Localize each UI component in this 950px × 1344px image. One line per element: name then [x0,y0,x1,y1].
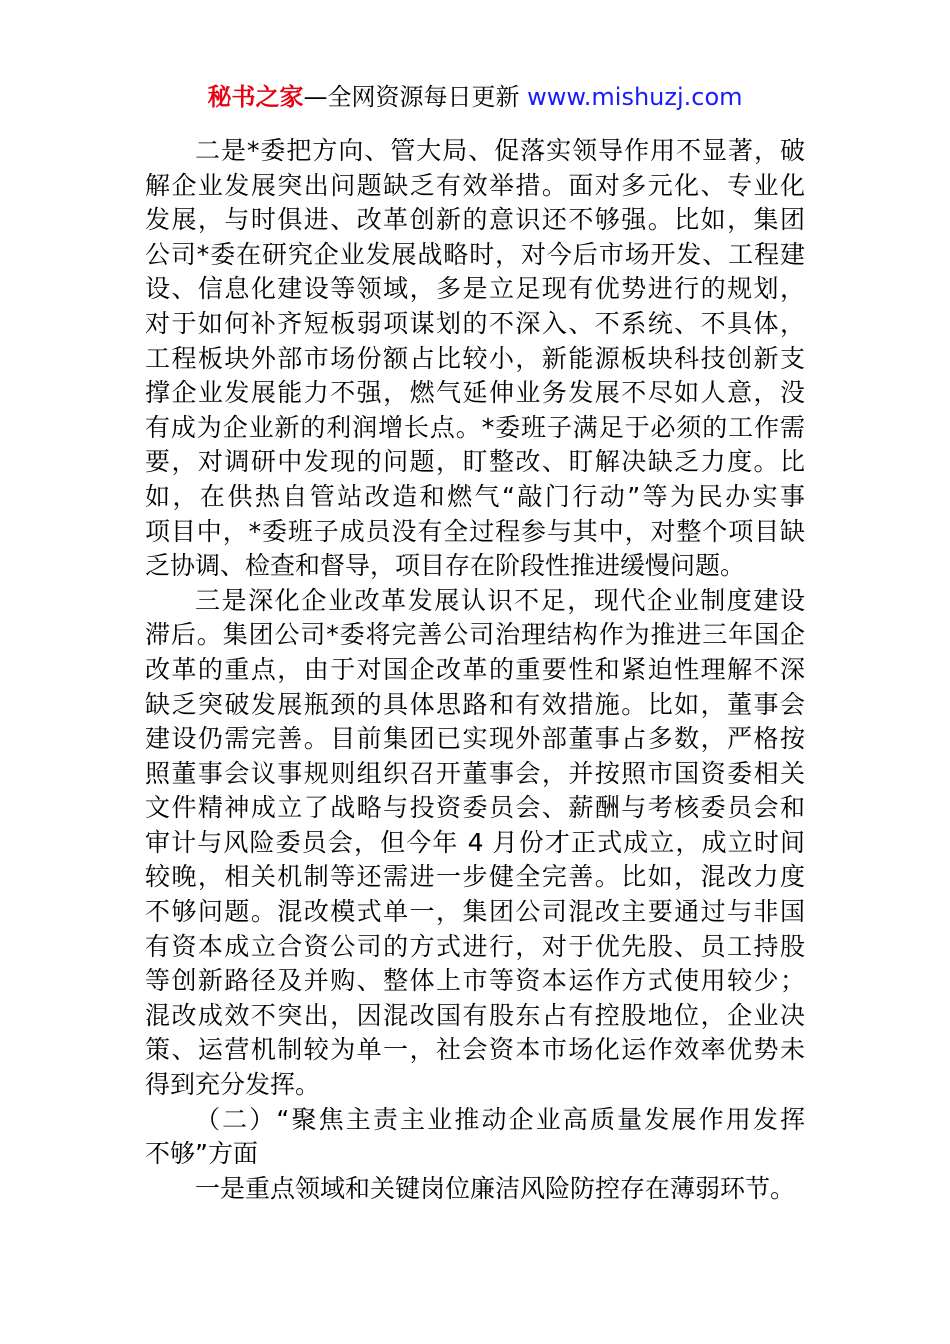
text-line: 审计与风险委员会，但今年 4 月份才正式成立，成立时间 [145,827,805,857]
text-line: 滞后。集团公司*委将完善公司治理结构作为推进三年国企 [145,620,805,650]
text-line: 改革的重点，由于对国企改革的重要性和紧迫性理解不深 [145,654,805,684]
text-line: 项目中，*委班子成员没有全过程参与其中，对整个项目缺 [145,516,805,546]
text-line: 不够问题。混改模式单一，集团公司混改主要通过与非国 [145,897,805,927]
text-line: 乏协调、检查和督导，项目存在阶段性推进缓慢问题。 [145,551,746,581]
site-tagline: —全网资源每日更新 [303,83,528,111]
text-line: 工程板块外部市场份额占比较小，新能源板块科技创新支 [145,343,805,373]
site-url: www.mishuzj.com [527,83,743,111]
text-line: 有成为企业新的利润增长点。*委班子满足于必须的工作需 [145,412,805,442]
text-line: 得到充分发挥。 [145,1070,321,1100]
page-header [0,80,950,114]
document-body [145,134,825,1206]
text-line: 一是重点领域和关键岗位廉洁风险防控存在薄弱环节。 [195,1173,796,1203]
text-line: 设、信息化建设等领域，多是立足现有优势进行的规划， [145,274,805,304]
text-line: 文件精神成立了战略与投资委员会、薪酬与考核委员会和 [145,793,805,823]
text-line: 混改成效不突出，因混改国有股东占有控股地位，企业决 [145,1000,805,1030]
text-line: 撑企业发展能力不强，燃气延伸业务发展不尽如人意，没 [145,378,805,408]
site-brand: 秘书之家 [207,83,304,111]
section-heading: （二）“聚焦主责主业推动企业高质量发展作用发挥 [195,1104,805,1134]
text-line: 等创新路径及并购、整体上市等资本运作方式使用较少； [145,966,805,996]
text-line: 有资本成立合资公司的方式进行，对于优先股、员工持股 [145,931,805,961]
text-line: 二是*委把方向、管大局、促落实领导作用不显著，破 [195,136,805,165]
text-line: 三是深化企业改革发展认识不足，现代企业制度建设 [195,585,805,615]
text-line: 要，对调研中发现的问题，盯整改、盯解决缺乏力度。比 [145,447,805,477]
section-heading-cont: 不够”方面 [145,1139,258,1169]
text-line: 发展，与时俱进、改革创新的意识还不够强。比如，集团 [145,205,805,235]
text-line: 策、运营机制较为单一，社会资本市场化运作效率优势未 [145,1035,805,1065]
text-line: 对于如何补齐短板弱项谋划的不深入、不系统、不具体， [145,308,805,338]
text-line: 解企业发展突出问题缺乏有效举措。面对多元化、专业化 [145,170,805,200]
text-line: 较晚，相关机制等还需进一步健全完善。比如，混改力度 [145,862,805,892]
text-line: 建设仍需完善。目前集团已实现外部董事占多数，严格按 [145,724,805,754]
text-line: 公司*委在研究企业发展战略时，对今后市场开发、工程建 [145,239,805,269]
text-line: 照董事会议事规则组织召开董事会，并按照市国资委相关 [145,758,805,788]
text-line: 如，在供热自管站改造和燃气“敲门行动”等为民办实事 [145,481,805,511]
text-line: 缺乏突破发展瓶颈的具体思路和有效措施。比如，董事会 [145,689,805,719]
